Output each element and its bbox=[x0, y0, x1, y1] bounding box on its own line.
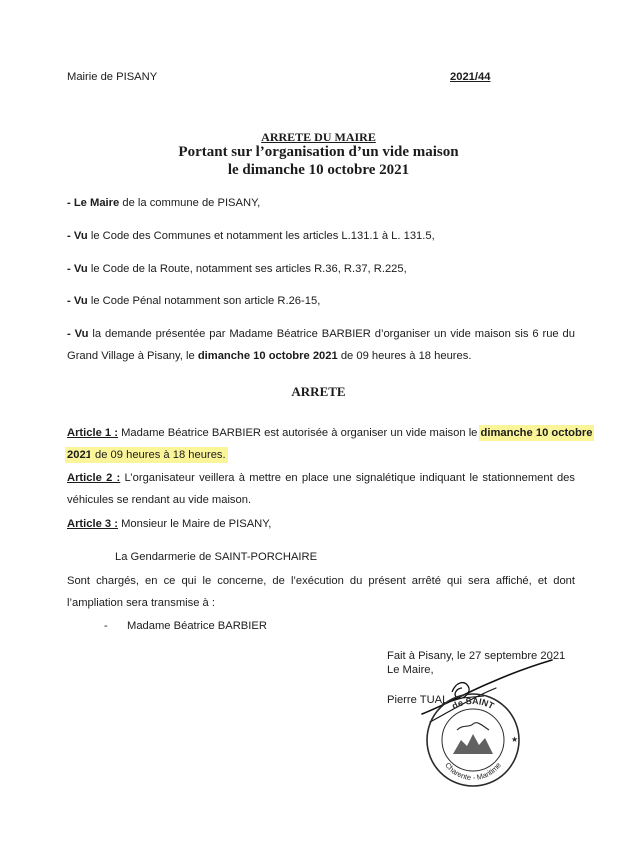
article3-text: Monsieur le Maire de PISANY, bbox=[117, 518, 272, 530]
article1-text: Madame Béatrice BARBIER est autorisée à organiser un vide maison le bbox=[117, 427, 481, 439]
article1-line2 bbox=[67, 449, 226, 461]
closing-name: Pierre TUAL bbox=[387, 694, 449, 706]
title-arrete-du-maire: ARRETE DU MAIRE bbox=[261, 130, 376, 144]
article1-highlight-year: 2021 bbox=[67, 449, 92, 461]
visa-text: de 09 heures à 18 heures. bbox=[337, 350, 472, 362]
recipient-name: Madame Béatrice BARBIER bbox=[127, 620, 267, 632]
visa-code-communes bbox=[67, 230, 435, 242]
article3-label: Article 3 : bbox=[67, 518, 118, 530]
seal-top-text: de SAINT bbox=[450, 695, 496, 712]
article2-line1 bbox=[67, 472, 575, 484]
article1-label: Article 1 : bbox=[67, 427, 118, 439]
charges-line2: l’ampliation sera transmise à : bbox=[67, 597, 215, 609]
visa-text: la demande présentée par Madame Béatrice BARBIER d’organiser un vide maison sis 6 rue du bbox=[88, 328, 575, 340]
visa-text: le Code Pénal notamment son article R.26-15, bbox=[87, 295, 321, 307]
article3-line1 bbox=[67, 518, 271, 530]
visa-demande-line1 bbox=[67, 328, 575, 340]
visa-date-bold: dimanche 10 octobre 2021 bbox=[197, 350, 338, 362]
article1-highlight: dimanche 10 octobre bbox=[480, 427, 593, 439]
charges-line1: Sont chargés, en ce qui le concerne, de l’exécution du présent arrêté qui sera affiché, et dont bbox=[67, 575, 575, 587]
article2-label: Article 2 : bbox=[67, 472, 121, 484]
visa-prefix: - Vu bbox=[67, 263, 88, 275]
visa-text: le Code de la Route, notamment ses articles R.36, R.37, R.225, bbox=[87, 263, 407, 275]
article1-highlight-hours: de 09 heures à 18 heures. bbox=[91, 449, 226, 461]
visa-prefix: - Vu bbox=[67, 230, 88, 242]
recipient-dash: - bbox=[104, 620, 108, 632]
article3-gendarmerie: La Gendarmerie de SAINT-PORCHAIRE bbox=[115, 551, 318, 563]
visa-prefix: - Vu bbox=[67, 295, 88, 307]
article2-text: L’organisateur veillera à mettre en place une signalétique indiquant le stationnement des bbox=[120, 472, 575, 484]
visa-prefix: - Vu bbox=[67, 328, 89, 340]
visa-code-penal bbox=[67, 295, 320, 307]
seal-bottom-text: Charente - Maritime bbox=[443, 760, 503, 783]
title-date: le dimanche 10 octobre 2021 bbox=[227, 162, 410, 178]
visa-maire bbox=[67, 197, 260, 209]
closing-place-date: Fait à Pisany, le 27 septembre 2021 bbox=[387, 650, 566, 662]
title-subject: Portant sur l’organisation d’un vide maison bbox=[178, 144, 459, 160]
arrete-heading: ARRETE bbox=[291, 384, 346, 399]
visa-prefix: - Le Maire bbox=[67, 197, 120, 209]
reference-number: 2021/44 bbox=[450, 71, 491, 83]
article1-line1 bbox=[67, 427, 592, 439]
visa-text: le Code des Communes et notamment les articles L.131.1 à L. 131.5, bbox=[87, 230, 435, 242]
svg-text:★: ★ bbox=[511, 735, 519, 744]
visa-code-route bbox=[67, 263, 407, 275]
visa-text: de la commune de PISANY, bbox=[119, 197, 261, 209]
visa-text: Grand Village à Pisany, le bbox=[67, 350, 198, 362]
visa-demande-line2 bbox=[67, 350, 471, 362]
mairie-seal bbox=[423, 690, 523, 790]
mairie-header: Mairie de PISANY bbox=[67, 71, 158, 83]
closing-role: Le Maire, bbox=[387, 664, 434, 676]
article2-line2: véhicules se rendant au vide maison. bbox=[67, 494, 252, 506]
